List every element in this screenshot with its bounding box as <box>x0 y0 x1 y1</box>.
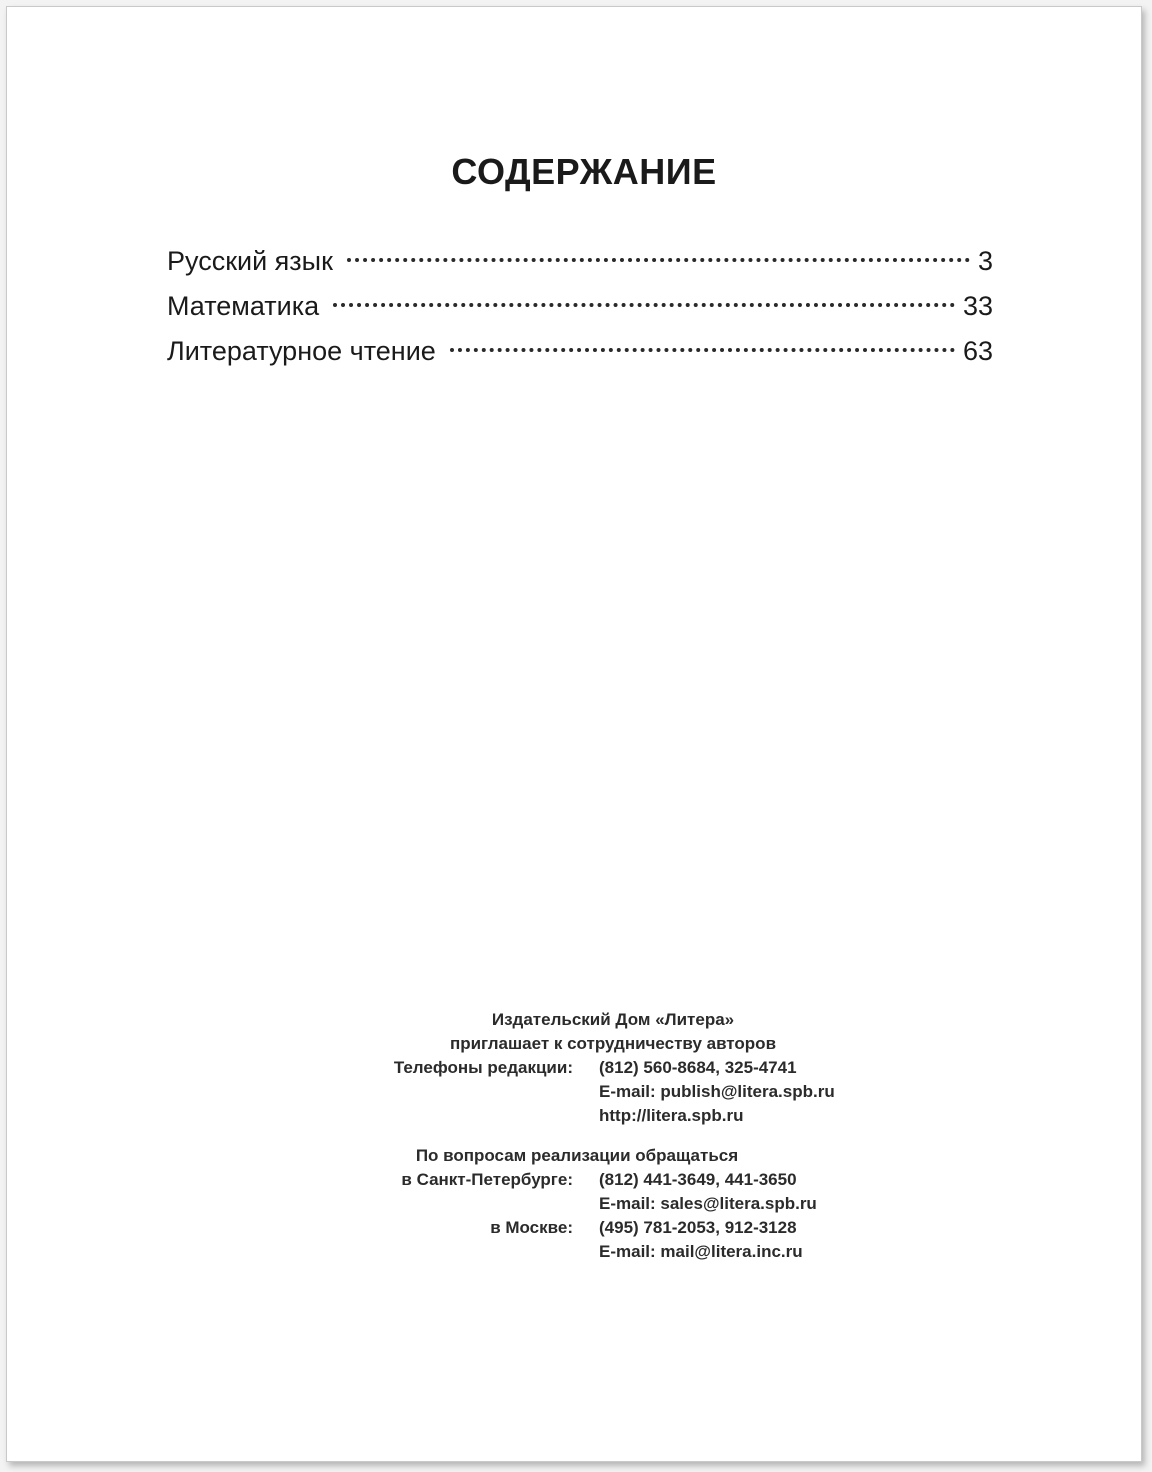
dot-leader <box>347 257 970 262</box>
dot-leader <box>333 302 955 307</box>
toc-title: СОДЕРЖАНИЕ <box>451 151 717 192</box>
editorial-email[interactable]: E-mail: publish@litera.spb.ru <box>599 1082 835 1101</box>
toc-entry-page: 63 <box>962 336 993 366</box>
editorial-phones: (812) 560-8684, 325-4741 <box>599 1058 797 1077</box>
toc-entry-russian[interactable] <box>167 239 993 284</box>
toc-entry-label: Литературное чтение <box>167 336 436 366</box>
editorial-website[interactable]: http://litera.spb.ru <box>599 1106 744 1125</box>
toc-entry-page: 33 <box>962 291 993 321</box>
spb-email[interactable]: E-mail: sales@litera.spb.ru <box>599 1194 817 1213</box>
toc-entry-label: Русский язык <box>167 246 333 276</box>
editorial-phones-label: Телефоны редакции: <box>393 1058 573 1077</box>
spb-phones: (812) 441-3649, 441-3650 <box>599 1170 797 1189</box>
sales-contact-line: По вопросам реализации обращаться <box>415 1146 739 1165</box>
spb-label: в Санкт-Петербурге: <box>401 1170 573 1189</box>
toc-entry-page: 3 <box>977 246 993 276</box>
dot-leader <box>450 347 955 352</box>
moscow-label: в Москве: <box>490 1218 573 1237</box>
invite-line: приглашает к сотрудничеству авторов <box>449 1034 777 1053</box>
publisher-name: Издательский Дом «Литера» <box>491 1010 735 1029</box>
toc-entry-literature[interactable] <box>167 329 993 374</box>
moscow-phones: (495) 781-2053, 912-3128 <box>599 1218 797 1237</box>
toc-entry-math[interactable] <box>167 284 993 329</box>
table-of-contents <box>167 239 993 374</box>
moscow-email[interactable]: E-mail: mail@litera.inc.ru <box>599 1242 803 1261</box>
document-page <box>6 6 1142 1462</box>
toc-entry-label: Математика <box>167 291 320 321</box>
